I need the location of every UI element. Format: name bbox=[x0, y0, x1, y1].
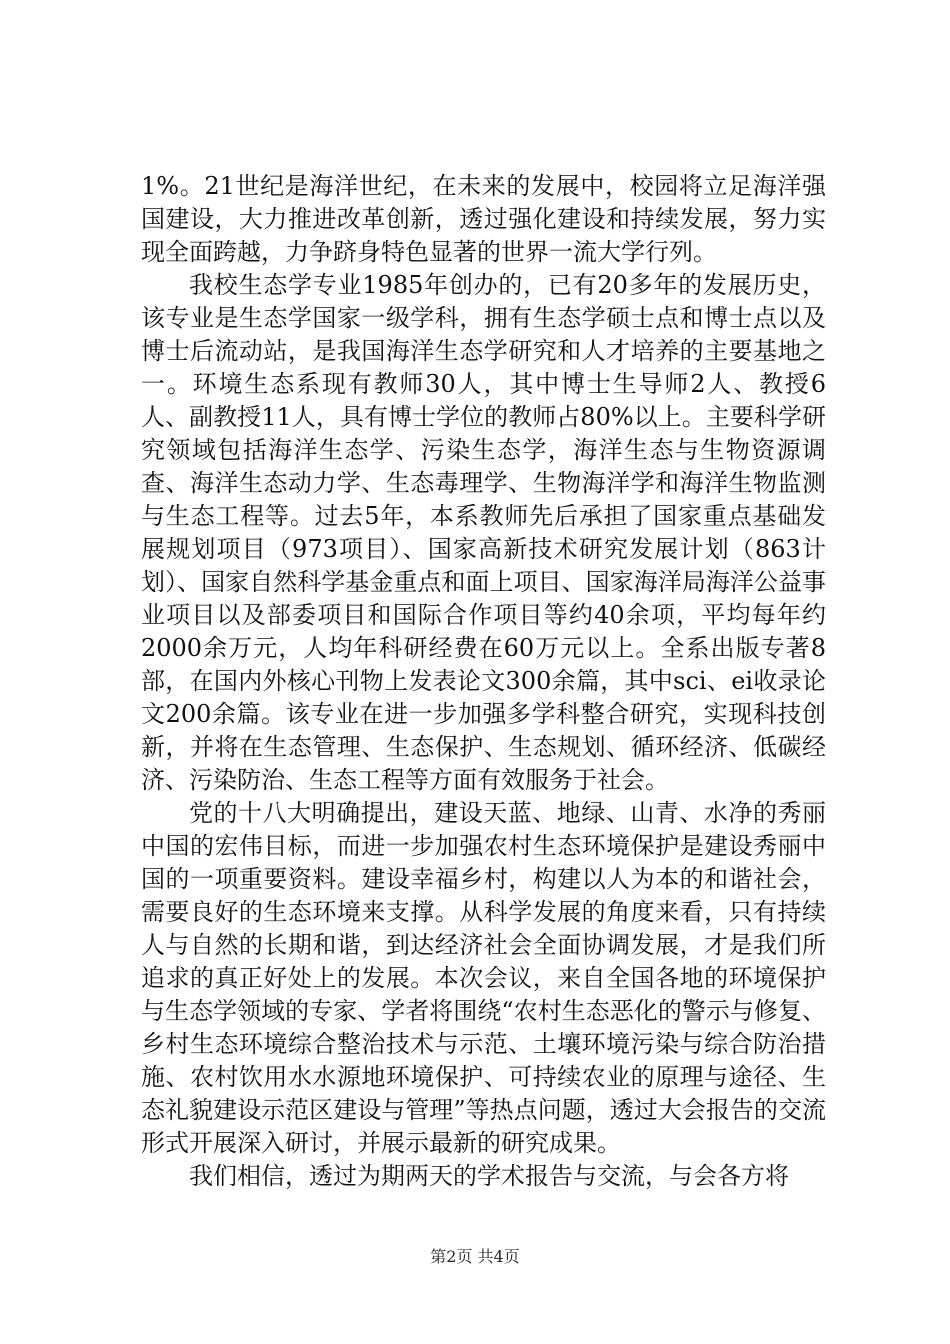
page-footer: 第2页 共4页 bbox=[430, 1247, 520, 1266]
paragraph-ecology-major: 我校生态学专业1985年创办的，已有20多年的发展历史，该专业是生态学国家一级学科，拥有生态学硕士点和博士点以及博士后流动站，是我国海洋生态学研究和人才培养的主要基地之一。环境生态系现有教师30人，其中博士生导师2人、教授6人、副教授11人，具有博士学位的教师占80%以上。主要科学研究领域包括海洋生态学、污染生态学，海洋生态与生物资源调查、海洋生态动力学、生态毒理学、生物海洋学和海洋生物监测与生态工程等。过去5年，本系教师先后承担了国家重点基础发展规划项目（973项目）、国家高新技术研究发展计划（863计划）、国家自然科学基金重点和面上项目、国家海洋局海洋公益事业项目以及部委项目和国际合作项目等约40余项，平均每年约2000余万元，人均年科研经费在60万元以上。全系出版专著8部，在国内外核心刊物上发表论文300余篇，其中sci、ei收录论文200余篇。该专业在进一步加强多学科整合研究，实现科技创新，并将在生态管理、生态保护、生态规划、循环经济、低碳经济、污染防治、生态工程等方面有效服务于社会。 bbox=[141, 271, 826, 794]
document-body bbox=[141, 170, 826, 1193]
paragraph-conference-theme: 党的十八大明确提出，建设天蓝、地绿、山青、水净的秀丽中国的宏伟目标，而进一步加强农村生态环境保护是建设秀丽中国的一项重要资料。建设幸福乡村，构建以人为本的和谐社会，需要良好的生态环境来支撑。从科学发展的角度来看，只有持续人与自然的长期和谐，到达经济社会全面协调发展，才是我们所追求的真正好处上的发展。本次会议，来自全国各地的环境保护与生态学领域的专家、学者将围绕“农村生态恶化的警示与修复、乡村生态环境综合整治技术与示范、土壤环境污染与综合防治措施、农村饮用水水源地环境保护、可持续农业的原理与途径、生态礼貌建设示范区建设与管理”等热点问题，透过大会报告的交流形式开展深入研讨，并展示最新的研究成果。 bbox=[141, 799, 826, 1157]
paragraph-continued: 1%。21世纪是海洋世纪，在未来的发展中，校园将立足海洋强国建设，大力推进改革创新，透过强化建设和持续发展，努力实现全面跨越，力争跻身特色显著的世界一流大学行列。 bbox=[141, 172, 826, 266]
paragraph-closing: 我们相信，透过为期两天的学术报告与交流，与会各方将 bbox=[189, 1162, 789, 1190]
